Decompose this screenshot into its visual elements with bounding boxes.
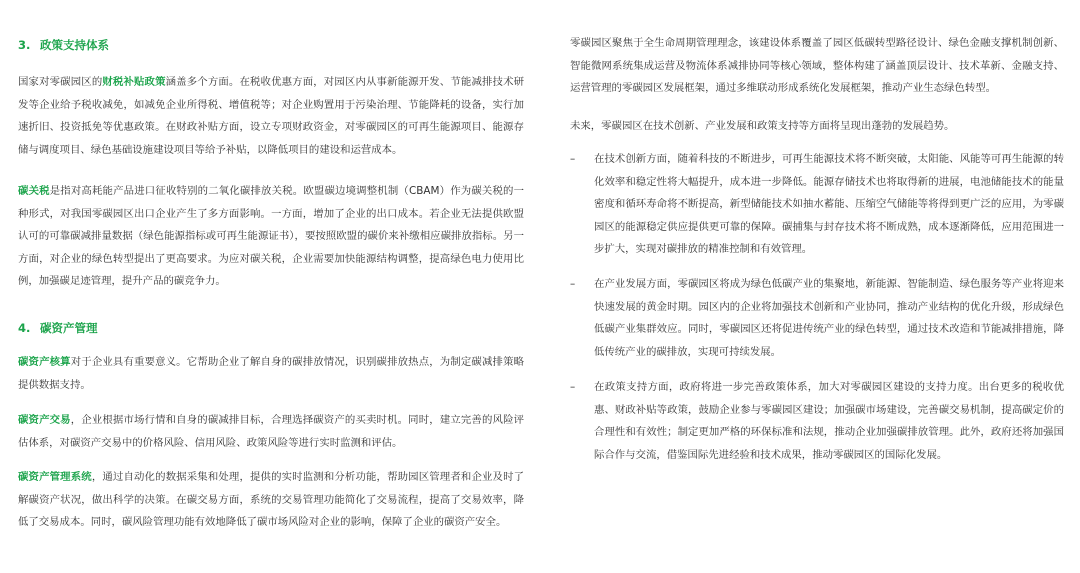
- paragraph-carbon-accounting: [18, 351, 524, 396]
- bullet-text: 在技术创新方面，随着科技的不断进步，可再生能源技术将不断突破，太阳能、风能等可再生能源的转化效率和稳定性将大幅提升，成本进一步降低。能源存储技术也将取得新的进展，电池储能技术的能量密度和循环寿命将不断提高，新型储能技术如抽水蓄能、压缩空气储能等将得到更广泛的应用，为零碳园区的能源稳定供应提供更可靠的保障。碳捕集与封存技术将不断成熟，成本逐渐降低，应用范围进一步扩大，实现对碳排放的精准控制和有效管理。: [594, 153, 1064, 256]
- bullet-dash: –: [570, 153, 576, 165]
- highlight-term: 碳资产交易: [18, 414, 71, 426]
- paragraph-text: 国家对零碳园区的: [18, 76, 103, 88]
- section-4-heading: [18, 321, 98, 335]
- paragraph-lifecycle: 零碳园区聚焦于全生命周期管理理念，该建设体系覆盖了园区低碳转型路径设计、绿色金融支撑机制创新、智能微网系统集成运营及物流体系减排协同等核心领域，整体构建了涵盖顶层设计、技术革新、金融支持、运营管理的零碳园区发展框架，通过多维联动形成系统化发展框架，推动产业生态绿色转型。: [570, 37, 1064, 95]
- paragraph-future-trends: 未来，零碳园区在技术创新、产业发展和政策支持等方面将呈现出蓬勃的发展趋势。: [570, 120, 955, 132]
- paragraph-text: 对于企业具有重要意义。它帮助企业了解自身的碳排放情况，识别碳排放热点，为制定碳减排策略提供数据支持。: [18, 356, 525, 391]
- bullet-text: 在政策支持方面，政府将进一步完善政策体系，加大对零碳园区建设的支持力度。出台更多的税收优惠、财政补贴等政策，鼓励企业参与零碳园区建设；加强碳市场建设，完善碳交易机制，提高碳定价的合理性和有效性；制定更加严格的环保标准和法规，推动企业加强碳排放管理。此外，政府还将加强国际合作与交流，借鉴国际先进经验和技术成果，推动零碳园区的国际化发展。: [594, 381, 1064, 461]
- paragraph-fiscal-subsidy: [18, 71, 524, 161]
- section-number: 4.: [18, 321, 31, 335]
- highlight-term: 碳关税: [18, 185, 50, 197]
- paragraph-text: ，企业根据市场行情和自身的碳减排目标，合理选择碳资产的买卖时机。同时，建立完善的风险评估体系，对碳资产交易中的价格风险、信用风险、政策风险等进行实时监测和评估。: [18, 414, 525, 449]
- bullet-text: 在产业发展方面，零碳园区将成为绿色低碳产业的集聚地，新能源、智能制造、绿色服务等产业将迎来快速发展的黄金时期。园区内的企业将加强技术创新和产业协同，推动产业结构的优化升级，形成绿色低碳产业集群效应。同时，零碳园区还将促进传统产业的绿色转型，通过技术改造和节能减排措施，降低传统产业的碳排放，实现可持续发展。: [594, 278, 1064, 358]
- paragraph-text: ，通过自动化的数据采集和处理，提供的实时监测和分析功能，帮助园区管理者和企业及时了解碳资产状况，做出科学的决策。在碳交易方面，系统的交易管理功能简化了交易流程，提高了交易效率，降低了交易成本。同时，碳风险管理功能有效地降低了碳市场风险对企业的影响，保障了企业的碳资产安全。: [18, 471, 525, 529]
- paragraph-carbon-tariff: [18, 180, 524, 293]
- paragraph-carbon-asset-system: [18, 466, 524, 534]
- paragraph-text: 涵盖多个方面。在税收优惠方面，对园区内从事新能源开发、节能减排技术研发等企业给予税收减免，如减免企业所得税、增值税等；对企业购置用于污染治理、节能降耗的设备，实行加速折旧、投资抵免等优惠政策。在财政补贴方面，设立专项财政资金，对零碳园区的可再生能源项目、能源存储与调度项目、绿色基础设施建设项目等给予补贴，以降低项目的建设和运营成本。: [18, 76, 525, 156]
- highlight-term: 碳资产核算: [18, 356, 71, 368]
- highlight-term: 碳资产管理系统: [18, 471, 92, 483]
- section-3-heading: [18, 38, 109, 52]
- section-number: 3.: [18, 38, 31, 52]
- paragraph-text: 是指对高耗能产品进口征收特别的二氧化碳排放关税。欧盟碳边境调整机制（CBAM）作为碳关税的一种形式，对我国零碳园区出口企业产生了多方面影响。一方面，增加了企业的出口成本。若企业无法提供欧盟认可的可靠碳减排量数据（绿色能源指标或可再生能源证书），要按照欧盟的碳价来补缴相应碳排放指标。另一方面，对企业的绿色转型提出了更高要求。为应对碳关税，企业需要加快能源结构调整，提高绿色电力使用比例，加强碳足迹管理，提升产品的碳竞争力。: [18, 185, 524, 288]
- bullet-dash: –: [570, 278, 576, 290]
- section-title: 政策支持体系: [40, 38, 109, 52]
- paragraph-carbon-trading: [18, 409, 524, 454]
- highlight-term: 财税补贴政策: [102, 76, 166, 88]
- section-title: 碳资产管理: [40, 321, 98, 335]
- bullet-dash: –: [570, 381, 576, 393]
